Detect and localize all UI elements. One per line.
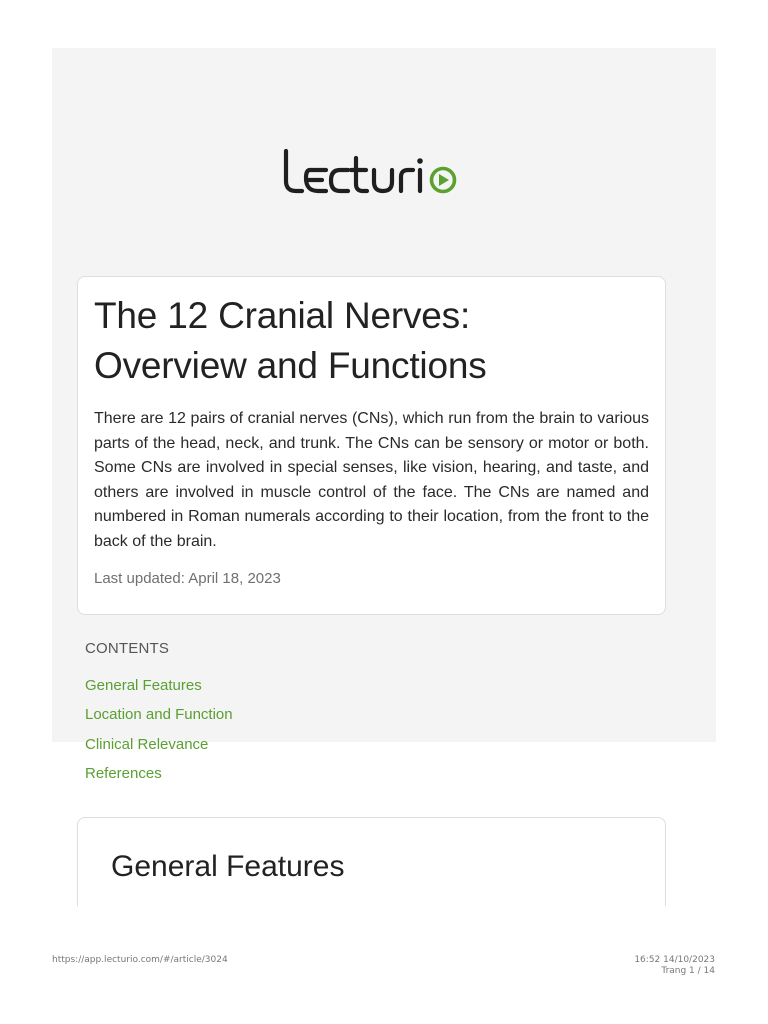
footer-url: https://app.lecturio.com/#/article/3024: [52, 955, 228, 965]
article-description: There are 12 pairs of cranial nerves (CNs), which run from the brain to various parts of the head, neck, and trunk. The CNs can be sensory or motor or both. Some CNs are involved in special senses, like vision, hearing, and taste, and others are involved in muscle control of the face. The CNs are named and numbered in Roman numerals according to their location, from the front to the back of the brain.: [94, 410, 649, 550]
section-title: General Features: [111, 850, 345, 883]
table-of-contents: [85, 640, 385, 782]
lecturio-logo: [282, 146, 488, 198]
contents-list: [85, 677, 233, 794]
contents-link-references[interactable]: References: [85, 764, 162, 782]
footer-meta: [634, 955, 715, 977]
article-title-line-1: The 12 Cranial Nerves:: [94, 295, 471, 336]
article-title-line-2: Overview and Functions: [94, 345, 487, 386]
footer-datetime: 16:52 14/10/2023: [634, 955, 715, 965]
article-summary-card: [77, 276, 666, 615]
contents-link-general-features[interactable]: General Features: [85, 677, 202, 694]
footer-page-indicator: Trang 1 / 14: [661, 966, 715, 976]
article-title: [94, 291, 654, 391]
contents-link-location-and-function[interactable]: Location and Function: [85, 706, 233, 724]
contents-link-clinical-relevance[interactable]: Clinical Relevance: [85, 735, 209, 753]
contents-heading: CONTENTS: [85, 640, 170, 657]
last-updated-date: Last updated: April 18, 2023: [94, 570, 281, 587]
